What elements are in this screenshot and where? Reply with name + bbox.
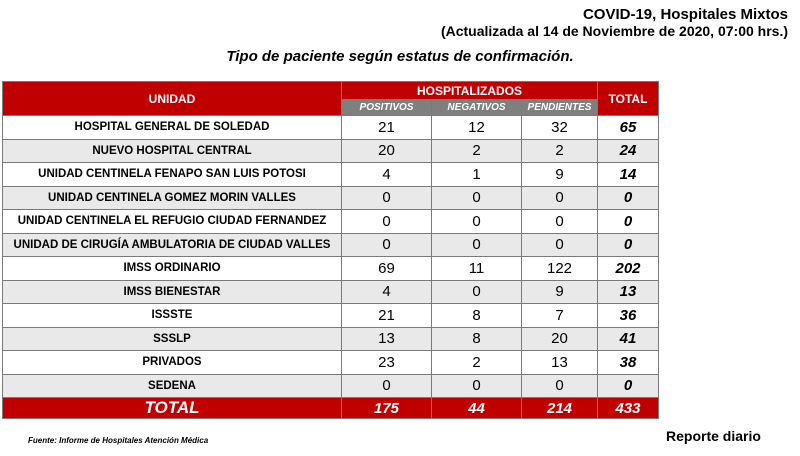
table-row xyxy=(3,139,659,163)
cell-pendientes: 0 xyxy=(522,233,598,257)
table-row xyxy=(3,351,659,375)
cell-total: 65 xyxy=(598,116,659,140)
cell-pendientes: 9 xyxy=(522,163,598,187)
table-title: Tipo de paciente según estatus de confirmación. xyxy=(226,48,574,65)
cell-unidad: UNIDAD CENTINELA GOMEZ MORIN VALLES xyxy=(3,186,342,210)
header-pendientes: PENDIENTES xyxy=(522,100,598,116)
totals-positivos: 175 xyxy=(342,398,432,419)
cell-positivos: 0 xyxy=(342,186,432,210)
table-row xyxy=(3,374,659,398)
cell-unidad: UNIDAD CENTINELA EL REFUGIO CIUDAD FERNANDEZ xyxy=(3,210,342,234)
header-unidad: UNIDAD xyxy=(3,82,342,116)
table-row xyxy=(3,327,659,351)
cell-total: 38 xyxy=(598,351,659,375)
table-row xyxy=(3,210,659,234)
cell-unidad: PRIVADOS xyxy=(3,351,342,375)
cell-pendientes: 20 xyxy=(522,327,598,351)
hospitalized-table xyxy=(2,81,659,419)
cell-total: 13 xyxy=(598,280,659,304)
cell-total: 0 xyxy=(598,374,659,398)
header-hospitalizados: HOSPITALIZADOS xyxy=(342,82,598,100)
table-row xyxy=(3,116,659,140)
cell-pendientes: 32 xyxy=(522,116,598,140)
totals-total: 433 xyxy=(598,398,659,419)
header-total: TOTAL xyxy=(598,82,659,116)
table-row xyxy=(3,163,659,187)
cell-positivos: 20 xyxy=(342,139,432,163)
cell-unidad: HOSPITAL GENERAL DE SOLEDAD xyxy=(3,116,342,140)
cell-unidad: ISSSTE xyxy=(3,304,342,328)
cell-positivos: 4 xyxy=(342,280,432,304)
cell-positivos: 69 xyxy=(342,257,432,281)
cell-pendientes: 0 xyxy=(522,210,598,234)
cell-pendientes: 0 xyxy=(522,374,598,398)
cell-negativos: 2 xyxy=(432,351,522,375)
header-negativos: NEGATIVOS xyxy=(432,100,522,116)
report-title: COVID-19, Hospitales Mixtos xyxy=(582,6,788,23)
table-row xyxy=(3,280,659,304)
header-positivos: POSITIVOS xyxy=(342,100,432,116)
source-note: Fuente: Informe de Hospitales Atención Médica xyxy=(28,436,209,445)
cell-pendientes: 0 xyxy=(522,186,598,210)
cell-positivos: 0 xyxy=(342,374,432,398)
cell-total: 24 xyxy=(598,139,659,163)
table-row xyxy=(3,304,659,328)
totals-label: TOTAL xyxy=(3,398,342,419)
cell-negativos: 8 xyxy=(432,304,522,328)
cell-total: 0 xyxy=(598,210,659,234)
cell-negativos: 0 xyxy=(432,210,522,234)
cell-total: 36 xyxy=(598,304,659,328)
cell-negativos: 1 xyxy=(432,163,522,187)
cell-negativos: 12 xyxy=(432,116,522,140)
cell-negativos: 0 xyxy=(432,186,522,210)
cell-total: 41 xyxy=(598,327,659,351)
totals-negativos: 44 xyxy=(432,398,522,419)
totals-pendientes: 214 xyxy=(522,398,598,419)
cell-unidad: NUEVO HOSPITAL CENTRAL xyxy=(3,139,342,163)
cell-positivos: 21 xyxy=(342,116,432,140)
cell-pendientes: 13 xyxy=(522,351,598,375)
cell-positivos: 21 xyxy=(342,304,432,328)
report-update-date: (Actualizada al 14 de Noviembre de 2020, 07:00 hrs.) xyxy=(440,23,788,39)
cell-pendientes: 7 xyxy=(522,304,598,328)
cell-negativos: 0 xyxy=(432,280,522,304)
cell-negativos: 0 xyxy=(432,233,522,257)
cell-total: 14 xyxy=(598,163,659,187)
cell-unidad: IMSS ORDINARIO xyxy=(3,257,342,281)
table-row xyxy=(3,257,659,281)
cell-unidad: SEDENA xyxy=(3,374,342,398)
cell-positivos: 23 xyxy=(342,351,432,375)
cell-unidad: UNIDAD CENTINELA FENAPO SAN LUIS POTOSI xyxy=(3,163,342,187)
table-row xyxy=(3,233,659,257)
cell-total: 202 xyxy=(598,257,659,281)
cell-positivos: 4 xyxy=(342,163,432,187)
cell-negativos: 8 xyxy=(432,327,522,351)
cell-unidad: SSSLP xyxy=(3,327,342,351)
cell-negativos: 2 xyxy=(432,139,522,163)
daily-report-label: Reporte diario xyxy=(666,428,761,444)
cell-unidad: UNIDAD DE CIRUGÍA AMBULATORIA DE CIUDAD VALLES xyxy=(3,233,342,257)
cell-total: 0 xyxy=(598,186,659,210)
cell-pendientes: 2 xyxy=(522,139,598,163)
cell-positivos: 0 xyxy=(342,210,432,234)
cell-negativos: 11 xyxy=(432,257,522,281)
totals-row xyxy=(3,398,659,419)
table-row xyxy=(3,186,659,210)
cell-negativos: 0 xyxy=(432,374,522,398)
cell-positivos: 13 xyxy=(342,327,432,351)
cell-pendientes: 122 xyxy=(522,257,598,281)
cell-pendientes: 9 xyxy=(522,280,598,304)
cell-positivos: 0 xyxy=(342,233,432,257)
cell-total: 0 xyxy=(598,233,659,257)
table-body xyxy=(3,116,659,398)
cell-unidad: IMSS BIENESTAR xyxy=(3,280,342,304)
